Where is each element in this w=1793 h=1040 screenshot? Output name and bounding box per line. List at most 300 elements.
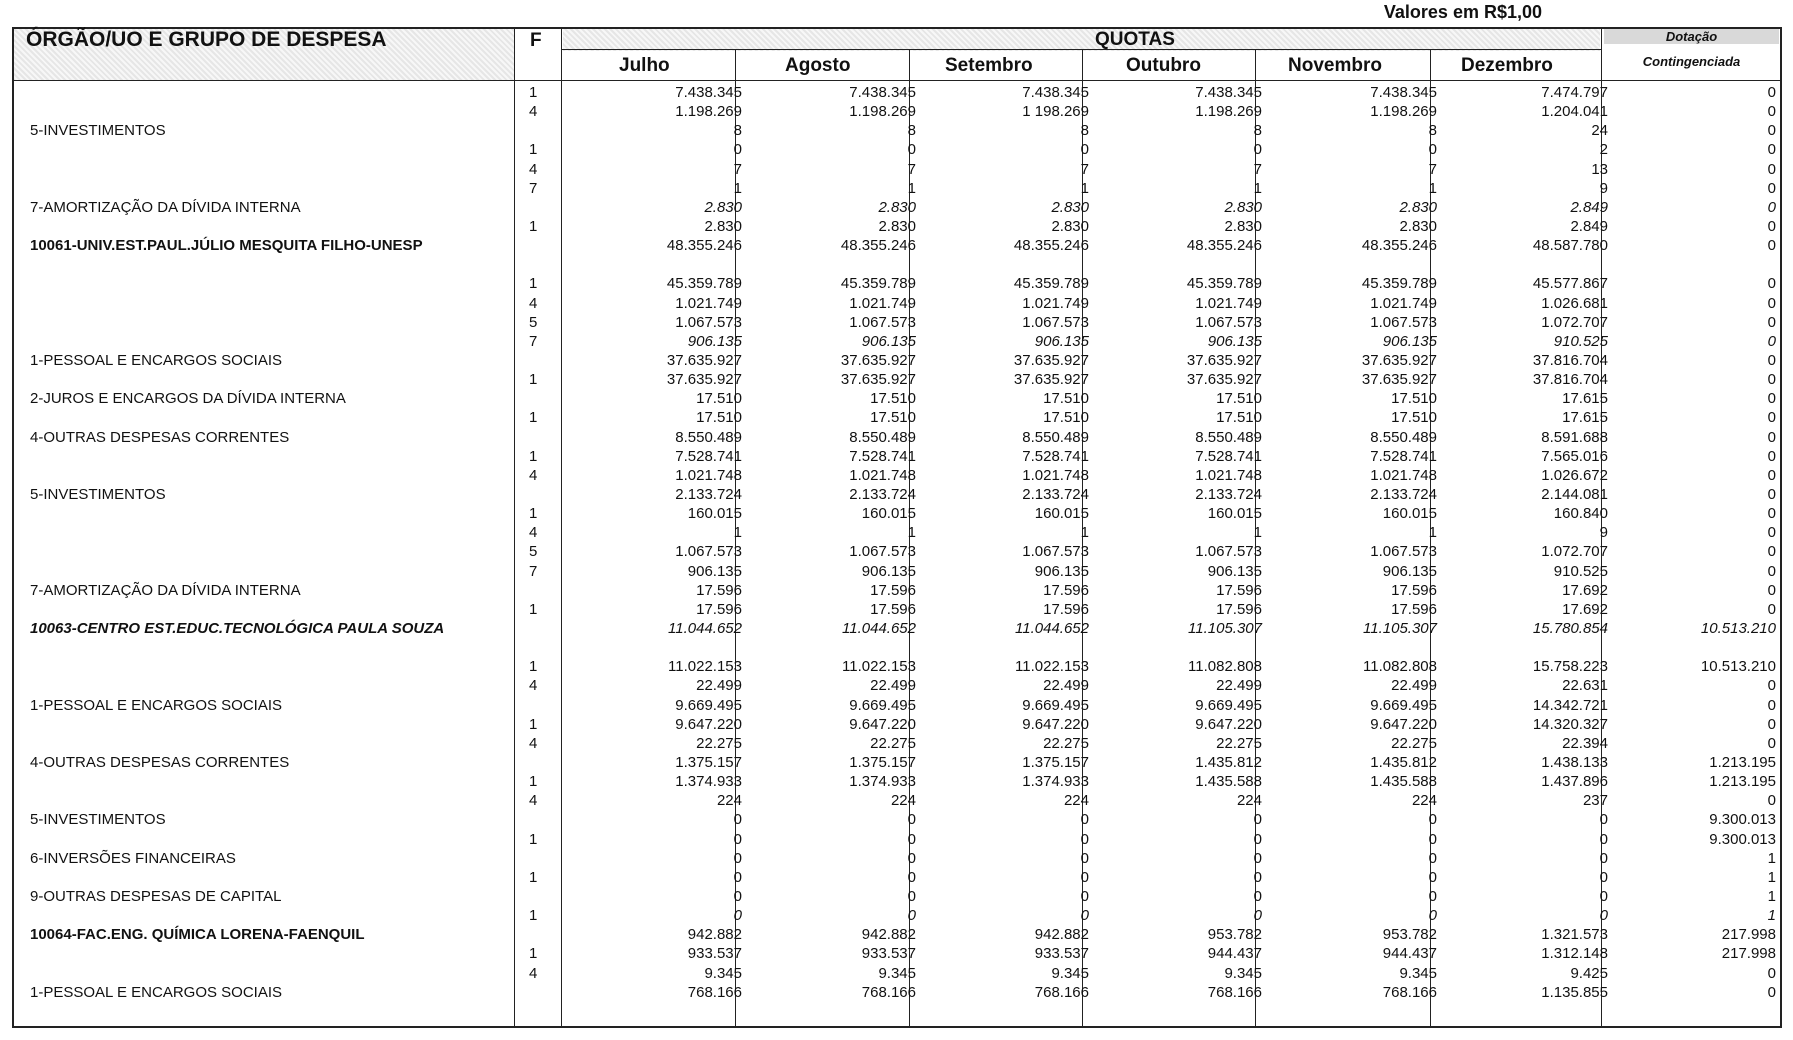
- dotacao-value-cell: 0: [1767, 524, 1776, 542]
- month-value-cell: 0: [1253, 907, 1262, 925]
- row-fonte: 4: [529, 677, 538, 695]
- quotas-underline: [561, 49, 1601, 50]
- month-value-cell: 45.577.867: [1532, 275, 1608, 293]
- table-row: [14, 868, 1780, 887]
- month-value-cell: 17.692: [1562, 600, 1608, 618]
- month-value-cell: 906.135: [861, 562, 916, 580]
- table-row: [14, 179, 1780, 198]
- dotacao-value-cell: 0: [1767, 217, 1776, 235]
- row-fonte: 4: [529, 466, 538, 484]
- month-value-cell: 45.359.789: [666, 275, 742, 293]
- dotacao-value-cell: 1: [1767, 849, 1776, 867]
- row-label: 1-PESSOAL E ENCARGOS SOCIAIS: [30, 696, 283, 714]
- month-value-cell: 0: [907, 868, 916, 886]
- row-fonte: 5: [529, 313, 538, 331]
- month-value-cell: 1.021.749: [1022, 294, 1089, 312]
- dotacao-value-cell: 0: [1767, 103, 1776, 121]
- month-value-cell: 7.438.345: [1022, 84, 1089, 101]
- table-row: [14, 849, 1780, 868]
- month-value-cell: 953.782: [1207, 926, 1262, 944]
- month-value-cell: 8: [907, 122, 916, 140]
- table-row: [14, 562, 1780, 581]
- month-value-cell: 160.015: [1382, 505, 1437, 523]
- month-value-cell: 1: [733, 179, 742, 197]
- month-value-cell: 17.692: [1562, 581, 1608, 599]
- month-value-cell: 1.067.573: [849, 543, 916, 561]
- month-value-cell: 1.375.157: [1022, 753, 1089, 771]
- dotacao-value-cell: 0: [1767, 734, 1776, 752]
- month-value-cell: 2.849: [1570, 198, 1608, 216]
- row-label: 4-OUTRAS DESPESAS CORRENTES: [30, 753, 290, 771]
- table-row: [14, 389, 1780, 408]
- month-value-cell: 11.022.153: [668, 658, 742, 676]
- month-value-cell: 906.135: [687, 562, 742, 580]
- row-label: 9-OUTRAS DESPESAS DE CAPITAL: [30, 887, 282, 905]
- month-header-outubro: Outubro: [1126, 55, 1201, 76]
- month-value-cell: 11.105.307: [1188, 619, 1262, 637]
- month-value-cell: 37.635.927: [1186, 351, 1262, 369]
- table-row: [14, 102, 1780, 121]
- dotacao-value-cell: 0: [1767, 715, 1776, 733]
- row-label: 1-PESSOAL E ENCARGOS SOCIAIS: [30, 351, 283, 369]
- dotacao-value-cell: 0: [1767, 447, 1776, 465]
- row-fonte: 4: [529, 524, 538, 542]
- month-value-cell: 7.528.741: [1195, 447, 1262, 465]
- month-value-cell: 17.596: [1216, 581, 1262, 599]
- row-fonte: 1: [529, 868, 538, 886]
- month-value-cell: 0: [907, 141, 916, 159]
- month-value-cell: 160.015: [687, 505, 742, 523]
- month-value-cell: 22.275: [870, 734, 916, 752]
- month-value-cell: 8.550.489: [675, 428, 742, 446]
- table-row: [14, 772, 1780, 791]
- month-value-cell: 17.596: [696, 600, 742, 618]
- row-label: 5-INVESTIMENTOS: [30, 122, 166, 140]
- dotacao-value-cell: 10.513.210: [1700, 658, 1776, 676]
- month-value-cell: 1.067.573: [675, 313, 742, 331]
- month-value-cell: 906.135: [687, 332, 742, 350]
- month-value-cell: 17.596: [696, 581, 742, 599]
- month-value-cell: 160.015: [1207, 505, 1262, 523]
- month-value-cell: 22.499: [696, 677, 742, 695]
- month-value-cell: 0: [1253, 849, 1262, 867]
- month-value-cell: 9.669.495: [1022, 696, 1089, 714]
- dotacao-value-cell: 0: [1767, 792, 1776, 810]
- group-header: ÓRGÃO/UO E GRUPO DE DESPESA: [26, 28, 387, 51]
- month-value-cell: 15.780.854: [1532, 619, 1608, 637]
- month-value-cell: 17.596: [1391, 600, 1437, 618]
- month-value-cell: 37.635.927: [1186, 371, 1262, 389]
- month-value-cell: 0: [1253, 141, 1262, 159]
- month-value-cell: 0: [1080, 830, 1089, 848]
- month-value-cell: 37.635.927: [840, 351, 916, 369]
- table-row: [14, 944, 1780, 963]
- month-value-cell: 7.438.345: [1195, 84, 1262, 101]
- month-value-cell: 0: [907, 811, 916, 829]
- month-value-cell: 8: [1253, 122, 1262, 140]
- row-fonte: 7: [529, 179, 538, 197]
- row-fonte: 4: [529, 294, 538, 312]
- month-value-cell: 944.437: [1207, 945, 1262, 963]
- month-value-cell: 0: [1253, 887, 1262, 905]
- row-fonte: 1: [529, 945, 538, 963]
- month-value-cell: 906.135: [861, 332, 916, 350]
- month-value-cell: 906.135: [1207, 332, 1262, 350]
- month-value-cell: 1.198.269: [849, 103, 916, 121]
- month-value-cell: 1.437.896: [1541, 773, 1608, 791]
- month-value-cell: 1: [1428, 524, 1437, 542]
- month-value-cell: 0: [1428, 830, 1437, 848]
- month-value-cell: 0: [1428, 907, 1437, 925]
- dotacao-value-cell: 0: [1767, 371, 1776, 389]
- month-value-cell: 11.082.808: [1363, 658, 1437, 676]
- month-value-cell: 9.425: [1570, 964, 1608, 982]
- dotacao-header-line2: Contingenciada: [1642, 54, 1741, 69]
- month-value-cell: 17.510: [870, 390, 916, 408]
- month-value-cell: 8.550.489: [849, 428, 916, 446]
- table-row: [14, 428, 1780, 447]
- row-fonte: 1: [529, 600, 538, 618]
- month-value-cell: 1.321.573: [1541, 926, 1608, 944]
- month-value-cell: 906.135: [1382, 562, 1437, 580]
- row-label: 5-INVESTIMENTOS: [30, 811, 166, 829]
- month-value-cell: 22.499: [1391, 677, 1437, 695]
- dotacao-value-cell: 1: [1767, 907, 1776, 925]
- month-value-cell: 9.647.220: [849, 715, 916, 733]
- month-value-cell: 0: [1080, 887, 1089, 905]
- month-value-cell: 48.355.246: [1013, 237, 1089, 255]
- month-value-cell: 0: [1253, 811, 1262, 829]
- table-row: [14, 676, 1780, 695]
- month-value-cell: 768.166: [687, 983, 742, 1001]
- month-value-cell: 7.438.345: [1370, 84, 1437, 101]
- month-value-cell: 22.275: [1216, 734, 1262, 752]
- month-value-cell: 11.022.153: [1015, 658, 1089, 676]
- month-value-cell: 1: [1080, 179, 1089, 197]
- month-value-cell: 1.135.855: [1541, 983, 1608, 1001]
- table-row: [14, 236, 1780, 274]
- month-value-cell: 9.345: [1051, 964, 1089, 982]
- dotacao-value-cell: 0: [1767, 696, 1776, 714]
- dotacao-value-cell: 1.213.195: [1709, 773, 1776, 791]
- row-fonte: 4: [529, 734, 538, 752]
- month-value-cell: 1: [733, 524, 742, 542]
- month-value-cell: 1.435.812: [1195, 753, 1262, 771]
- dotacao-value-cell: 0: [1767, 581, 1776, 599]
- month-header-agosto: Agosto: [785, 55, 851, 76]
- month-value-cell: 48.355.246: [666, 237, 742, 255]
- dotacao-value-cell: 0: [1767, 983, 1776, 1001]
- month-value-cell: 942.882: [861, 926, 916, 944]
- month-value-cell: 15.758.223: [1532, 658, 1608, 676]
- table-row: [14, 983, 1780, 1002]
- month-value-cell: 1.067.573: [1022, 313, 1089, 331]
- row-fonte: 1: [529, 275, 538, 293]
- month-value-cell: 7.528.741: [1022, 447, 1089, 465]
- table-row: [14, 657, 1780, 676]
- month-value-cell: 37.635.927: [666, 351, 742, 369]
- dotacao-value-cell: 0: [1767, 198, 1776, 216]
- table-row: [14, 542, 1780, 561]
- month-value-cell: 22.275: [1043, 734, 1089, 752]
- table-row: [14, 140, 1780, 159]
- row-label: 4-OUTRAS DESPESAS CORRENTES: [30, 428, 290, 446]
- month-header-setembro: Setembro: [945, 55, 1033, 76]
- table-row: [14, 294, 1780, 313]
- row-label: 7-AMORTIZAÇÃO DA DÍVIDA INTERNA: [30, 198, 301, 216]
- row-fonte: 4: [529, 160, 538, 178]
- table-row: [14, 830, 1780, 849]
- month-value-cell: 1.198.269: [1195, 103, 1262, 121]
- table-row: [14, 504, 1780, 523]
- month-value-cell: 17.510: [696, 390, 742, 408]
- month-value-cell: 8: [733, 122, 742, 140]
- month-value-cell: 224: [890, 792, 916, 810]
- month-value-cell: 17.510: [1391, 390, 1437, 408]
- month-value-cell: 768.166: [861, 983, 916, 1001]
- dotacao-value-cell: 0: [1767, 141, 1776, 159]
- month-value-cell: 1.067.573: [1195, 313, 1262, 331]
- table-row: [14, 274, 1780, 293]
- month-value-cell: 7.528.741: [1370, 447, 1437, 465]
- month-value-cell: 224: [1063, 792, 1089, 810]
- month-value-cell: 37.635.927: [1013, 371, 1089, 389]
- dotacao-value-cell: 0: [1767, 122, 1776, 140]
- dotacao-value-cell: 0: [1767, 179, 1776, 197]
- dotacao-value-cell: 0: [1767, 84, 1776, 101]
- dotacao-value-cell: 1: [1767, 887, 1776, 905]
- table-row: [14, 887, 1780, 906]
- row-label: 1-PESSOAL E ENCARGOS SOCIAIS: [30, 983, 283, 1001]
- month-value-cell: 22.499: [1043, 677, 1089, 695]
- month-value-cell: 9.345: [704, 964, 742, 982]
- dotacao-value-cell: 0: [1767, 466, 1776, 484]
- month-value-cell: 224: [1411, 792, 1437, 810]
- month-value-cell: 1: [907, 179, 916, 197]
- month-value-cell: 1: [1080, 524, 1089, 542]
- month-value-cell: 0: [1253, 868, 1262, 886]
- row-fonte: 1: [529, 141, 538, 159]
- month-value-cell: 17.596: [1391, 581, 1437, 599]
- month-value-cell: 13: [1591, 160, 1608, 178]
- month-value-cell: 1.021.748: [1370, 466, 1437, 484]
- month-value-cell: 0: [1599, 868, 1608, 886]
- month-value-cell: 0: [1599, 830, 1608, 848]
- dotacao-value-cell: 217.998: [1721, 945, 1776, 963]
- month-value-cell: 17.510: [1216, 390, 1262, 408]
- month-value-cell: 2.830: [704, 198, 742, 216]
- month-value-cell: 8.591.688: [1541, 428, 1608, 446]
- month-value-cell: 7: [1428, 160, 1437, 178]
- row-fonte: 7: [529, 332, 538, 350]
- month-value-cell: 0: [1599, 887, 1608, 905]
- month-value-cell: 8.550.489: [1195, 428, 1262, 446]
- row-fonte: 1: [529, 658, 538, 676]
- row-label: 10061-UNIV.EST.PAUL.JÚLIO MESQUITA FILHO-UNESP: [30, 237, 423, 255]
- dotacao-value-cell: 0: [1767, 160, 1776, 178]
- month-value-cell: 0: [1080, 811, 1089, 829]
- row-fonte: 1: [529, 773, 538, 791]
- month-value-cell: 2.133.724: [1195, 485, 1262, 503]
- table-row: [14, 217, 1780, 236]
- row-fonte: 1: [529, 715, 538, 733]
- month-value-cell: 224: [1236, 792, 1262, 810]
- month-value-cell: 9.345: [1399, 964, 1437, 982]
- month-value-cell: 9.669.495: [1195, 696, 1262, 714]
- month-value-cell: 9.647.220: [1195, 715, 1262, 733]
- header-shade-quotas: [563, 29, 1600, 51]
- month-value-cell: 1: [907, 524, 916, 542]
- month-value-cell: 1.198.269: [1370, 103, 1437, 121]
- month-value-cell: 17.510: [1043, 390, 1089, 408]
- month-value-cell: 1.021.748: [1195, 466, 1262, 484]
- row-fonte: 1: [529, 447, 538, 465]
- month-value-cell: 48.355.246: [1186, 237, 1262, 255]
- month-value-cell: 1.072.707: [1541, 543, 1608, 561]
- month-value-cell: 7: [907, 160, 916, 178]
- dotacao-value-cell: 9.300.013: [1709, 811, 1776, 829]
- row-label: 10064-FAC.ENG. QUÍMICA LORENA-FAENQUIL: [30, 926, 365, 944]
- month-value-cell: 9.647.220: [1370, 715, 1437, 733]
- month-value-cell: 9.647.220: [1022, 715, 1089, 733]
- month-value-cell: 9.647.220: [675, 715, 742, 733]
- dotacao-value-cell: 0: [1767, 505, 1776, 523]
- table-row: [14, 408, 1780, 427]
- table-row: [14, 160, 1780, 179]
- month-value-cell: 906.135: [1207, 562, 1262, 580]
- f-header: F: [530, 30, 542, 51]
- month-value-cell: 7.438.345: [675, 84, 742, 101]
- month-value-cell: 224: [716, 792, 742, 810]
- month-value-cell: 2: [1599, 141, 1608, 159]
- month-value-cell: 45.359.789: [1013, 275, 1089, 293]
- row-fonte: 1: [529, 505, 538, 523]
- month-value-cell: 1.435.812: [1370, 753, 1437, 771]
- month-value-cell: 942.882: [1034, 926, 1089, 944]
- row-fonte: 1: [529, 907, 538, 925]
- month-value-cell: 17.615: [1562, 409, 1608, 427]
- month-value-cell: 0: [733, 868, 742, 886]
- month-value-cell: 1.067.573: [675, 543, 742, 561]
- month-value-cell: 1.021.749: [1195, 294, 1262, 312]
- month-value-cell: 37.635.927: [666, 371, 742, 389]
- dotacao-value-cell: 0: [1767, 964, 1776, 982]
- month-value-cell: 22.275: [1391, 734, 1437, 752]
- month-value-cell: 8: [1080, 122, 1089, 140]
- month-value-cell: 944.437: [1382, 945, 1437, 963]
- table-row: [14, 734, 1780, 753]
- row-fonte: 1: [529, 217, 538, 235]
- month-value-cell: 8.550.489: [1370, 428, 1437, 446]
- month-value-cell: 1.438.133: [1541, 753, 1608, 771]
- month-value-cell: 0: [1080, 907, 1089, 925]
- month-value-cell: 0: [1080, 141, 1089, 159]
- row-fonte: 4: [529, 964, 538, 982]
- row-fonte: 1: [529, 371, 538, 389]
- month-value-cell: 17.510: [1043, 409, 1089, 427]
- month-value-cell: 2.133.724: [675, 485, 742, 503]
- month-value-cell: 0: [1599, 811, 1608, 829]
- dotacao-value-cell: 1.213.195: [1709, 753, 1776, 771]
- month-value-cell: 2.133.724: [1370, 485, 1437, 503]
- month-value-cell: 7.438.345: [849, 84, 916, 101]
- month-value-cell: 933.537: [1034, 945, 1089, 963]
- table-row: [14, 370, 1780, 389]
- table-row: [14, 906, 1780, 925]
- dotacao-value-cell: 0: [1767, 409, 1776, 427]
- table-row: [14, 351, 1780, 370]
- month-value-cell: 24: [1591, 122, 1608, 140]
- month-value-cell: 1.374.933: [1022, 773, 1089, 791]
- month-value-cell: 45.359.789: [1361, 275, 1437, 293]
- month-value-cell: 906.135: [1382, 332, 1437, 350]
- month-value-cell: 2.830: [1224, 217, 1262, 235]
- units-note: Valores em R$1,00: [1383, 2, 1542, 22]
- month-value-cell: 2.830: [1399, 217, 1437, 235]
- month-value-cell: 17.510: [1391, 409, 1437, 427]
- month-value-cell: 7.528.741: [849, 447, 916, 465]
- month-value-cell: 0: [733, 141, 742, 159]
- month-header-dezembro: Dezembro: [1461, 55, 1553, 76]
- table-row: [14, 83, 1780, 102]
- month-value-cell: 0: [1428, 811, 1437, 829]
- month-value-cell: 7.565.016: [1541, 447, 1608, 465]
- table-row: [14, 332, 1780, 351]
- month-value-cell: 237: [1582, 792, 1608, 810]
- month-value-cell: 7: [1080, 160, 1089, 178]
- dotacao-value-cell: 0: [1767, 332, 1776, 350]
- month-value-cell: 1.021.749: [849, 294, 916, 312]
- month-value-cell: 1.067.573: [1370, 313, 1437, 331]
- month-value-cell: 1.374.933: [675, 773, 742, 791]
- month-value-cell: 1.067.573: [849, 313, 916, 331]
- dotacao-value-cell: 9.300.013: [1709, 830, 1776, 848]
- month-value-cell: 9.669.495: [849, 696, 916, 714]
- month-value-cell: 1.435.588: [1195, 773, 1262, 791]
- dotacao-value-cell: 0: [1767, 294, 1776, 312]
- month-value-cell: 0: [733, 849, 742, 867]
- month-value-cell: 160.015: [861, 505, 916, 523]
- month-value-cell: 17.596: [1216, 600, 1262, 618]
- row-label: 6-INVERSÕES FINANCEIRAS: [30, 849, 236, 867]
- month-value-cell: 17.596: [870, 581, 916, 599]
- table-body: [14, 83, 1780, 1002]
- table-row: [14, 810, 1780, 829]
- table-row: [14, 198, 1780, 217]
- month-value-cell: 17.596: [870, 600, 916, 618]
- table-row: [14, 753, 1780, 772]
- quotas-header: QUOTAS: [1095, 29, 1175, 50]
- table-row: [14, 485, 1780, 504]
- month-value-cell: 768.166: [1382, 983, 1437, 1001]
- month-value-cell: 2.830: [1051, 198, 1089, 216]
- month-value-cell: 0: [1428, 849, 1437, 867]
- month-value-cell: 1: [1253, 179, 1262, 197]
- month-value-cell: 2.830: [878, 198, 916, 216]
- month-value-cell: 9.669.495: [1370, 696, 1437, 714]
- month-value-cell: 45.359.789: [840, 275, 916, 293]
- month-value-cell: 11.105.307: [1363, 619, 1437, 637]
- month-value-cell: 953.782: [1382, 926, 1437, 944]
- table-row: [14, 964, 1780, 983]
- month-value-cell: 17.510: [696, 409, 742, 427]
- month-value-cell: 8.550.489: [1022, 428, 1089, 446]
- month-value-cell: 0: [1080, 849, 1089, 867]
- month-value-cell: 37.635.927: [1013, 351, 1089, 369]
- month-value-cell: 1.021.749: [675, 294, 742, 312]
- row-fonte: 5: [529, 543, 538, 561]
- month-value-cell: 48.355.246: [1361, 237, 1437, 255]
